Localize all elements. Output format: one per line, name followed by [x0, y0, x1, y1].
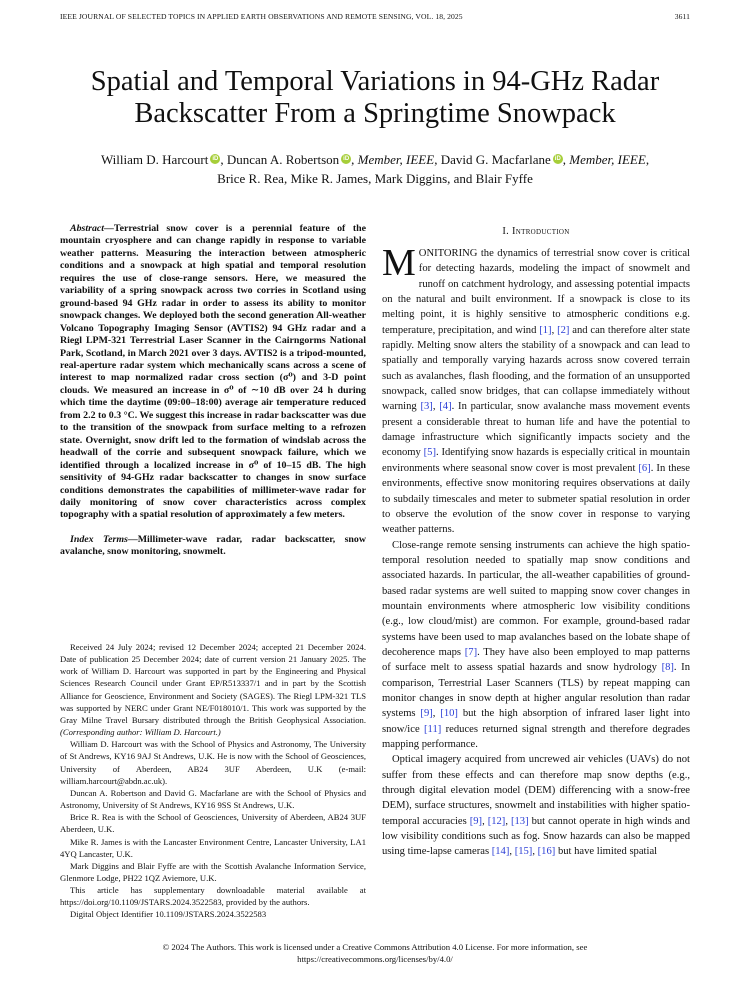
- citation-link[interactable]: [9]: [420, 708, 433, 720]
- author-name: William D. Harcourt: [100, 152, 209, 167]
- citation-link[interactable]: [14]: [491, 846, 510, 858]
- page-number: 3611: [674, 12, 690, 21]
- citation-link[interactable]: [12]: [487, 815, 506, 827]
- citation-link[interactable]: [13]: [510, 815, 529, 827]
- author-name: David G. Macfarlane: [440, 152, 551, 167]
- citation-link[interactable]: [11]: [424, 723, 442, 735]
- index-terms-text: Millimeter-wave radar, radar backscatter, snow avalanche, snow monitoring, snowmelt.: [60, 533, 366, 558]
- citation-link[interactable]: [7]: [464, 646, 478, 658]
- paragraph-text: ONITORING the dynamics of terrestrial snow cover is critical for detecting hazards, modeling the impact of snowmelt and runoff on catchment hydrology, and assessing potential impacts on the natural and built environment. If a snowpack is close to its melting point, it is highly sensitive to atmospheric conditions e.g. temperature, precipitation, and wind [1], [2] and can therefore alter state rapidly. Melting snow alters the stability of a snowpack and can lead to spatially and temporally varying hazards across snow covered terrain such as avalanches, flash flooding, and the formation of an unsupported snowpack, called snow bridges, that can collapse immediately without warning [3], [4]. In particular, snow avalanche mass movement events present a considerable threat to human life and have the potential to damage infrastructure which significantly impacts society and the economy [5]. Identifying snow hazards is especially critical in mountain environments where seasonal snow cover is most prevalent [6]. In these environments, effective snow monitoring requires observations at daily to subdaily timescales and meter to submeter spatial resolution in order to observe the evolution of the snow cover in response to varying weather patterns.: [382, 248, 691, 536]
- footnote-received: [60, 641, 366, 738]
- orcid-icon[interactable]: iD: [343, 156, 350, 162]
- citation-link[interactable]: [15]: [514, 846, 533, 858]
- paragraph: Optical imagery acquired from uncrewed air vehicles (UAVs) do not suffer from these effects and can therefore map snow depths (e.g., through digital elevation model (DEM) differencing with a snow-free DEM), surface structures, snowmelt and instabilities with higher spatio-temporal accuracies [9], [12], [13] but cannot operate in high winds and low visibility conditions such as fog. Snow hazards can also be mapped using time-lapse cameras [14], [15], [16] but have limited spatial: [382, 754, 691, 858]
- citation-link[interactable]: [9]: [469, 815, 483, 827]
- footnote-affiliation: William D. Harcourt was with the School of Physics and Astronomy, The University of St Andrews, KY16 9AJ St Andrews, U.K. He is now with the School of Geosciences, University of Aberdeen, AB24 3UF Aberdeen, U.K (e-mail: william.harcourt@abdn.ac.uk).: [60, 739, 366, 786]
- paragraph: [382, 242, 691, 538]
- footnote-supplementary: This article has supplementary downloadable material available at https://doi.org/10.1109/JSTARS.2024.3522583, provided by the authors.: [60, 885, 366, 908]
- corresponding-author: (Corresponding author: William D. Harcourt.): [60, 727, 221, 738]
- citation-link[interactable]: [16]: [537, 846, 556, 858]
- paragraph: Close-range remote sensing instruments can achieve the high spatio-temporal resolution needed to spatially map snow conditions and associated hazards. In particular, the all-weather capabilities of ground-based radar systems are well suited to mapping snow cover changes in mountain environments where atmospheric low visibility conditions (e.g., low cloud/mist) are common. For example, ground-based radar systems have been used to map avalanches based on the lobate shape of decoherence maps [7]. They have also been employed to map patterns of surface melt to assess spatial hazards and snow hydrology [8]. In comparison, Terrestrial Laser Scanners (TLS) by repeat mapping can monitor changes in snow depth at higher angular resolution than radar systems [9], [10] but the high absorption of infrared laser light into snow/ice [11] reduces returned signal strength and therefore degrades mapping performance.: [382, 539, 691, 750]
- abstract-label: Abstract—: [70, 223, 114, 234]
- citation-link[interactable]: [10]: [440, 708, 458, 720]
- right-column: [382, 223, 690, 860]
- footnote-affiliation: Mike R. James is with the Lancaster Environment Centre, Lancaster University, LA1 4YQ Lancaster, U.K.: [60, 836, 366, 859]
- footnote-doi: Digital Object Identifier 10.1109/JSTARS.2024.3522583: [70, 909, 267, 920]
- orcid-icon[interactable]: iD: [212, 156, 219, 162]
- footnote-affiliation: Brice R. Rea is with the School of Geosciences, University of Aberdeen, AB24 3UF Aberdeen, U.K.: [60, 812, 366, 835]
- author-names-line2: Brice R. Rea, Mike R. James, Mark Diggins, and Blair Fyffe: [217, 171, 533, 186]
- left-column: [60, 223, 366, 559]
- drop-cap: M: [382, 242, 416, 284]
- citation-link[interactable]: [2]: [557, 324, 570, 336]
- author-list: William D. Harcourt iD , Duncan A. Robertson iD , Member, IEEE, David G. Macfarlane iD , Member, IEEE, Brice R. Rea, Mike R. James, Mark Diggins, and Blair Fyffe: [100, 152, 650, 186]
- citation-link[interactable]: [1]: [539, 324, 552, 336]
- index-terms-label: Index Terms—: [70, 533, 138, 545]
- footnotes: [60, 641, 366, 921]
- running-header: [60, 12, 690, 21]
- introduction-body: [382, 242, 691, 860]
- author-role: Member, IEEE: [569, 152, 646, 167]
- index-terms: [60, 534, 366, 559]
- abstract-text: Terrestrial snow cover is a perennial feature of the mountain cryosphere and can change rapidly in response to variable weather patterns. Measuring the interaction between atmospheric conditions and a snowpack at high spatial and temporal resolution requires the use of close-range sensors. Here, we measured the variability of a spring snowpack across two corries in Scotland using ground-based 94 GHz radar in order to assess its ability to monitor snowpack changes. We deployed both the second generation All-weather Volcano Topography Imaging Sensor (AVTIS2) 94 GHz radar and a Riegl LPM-321 Terrestrial Laser Scanner in the Cairngorms National Park, Scotland, in March 2021 over 3 days. AVTIS2 is a tripod-mounted, real-aperture radar system which mechanically scans across a scene of interest to map normalized radar cross section (σ⁰) and 3-D point clouds. We measured an increase in σ⁰ of ∼10 dB over 24 h during which time the daytime (09:00–18:00) average air temperature reduced from 2.2 to 0.3 °C. We suggest this increase in radar backscatter was due to the transition of the snowpack from surface melting to a refrozen state. Overnight, snow drift led to the formation of windslab across the headwall of the corrie and subsequent snowpack failure, which we identified through a localized increase in σ⁰ of 10–15 dB. The high sensitivity of 94-GHz radar backscatter to changes in snow surface conditions demonstrates the capabilities of millimeter-wave radar for daily monitoring of snow cover characteristics across complex topography with a spatial resolution of approximately a few meters.: [60, 223, 366, 521]
- paper-title: Spatial and Temporal Variations in 94-GHz Radar Backscatter From a Springtime Snowpack: [90, 66, 660, 129]
- author-role: Member, IEEE: [357, 152, 435, 167]
- citation-link[interactable]: [5]: [423, 447, 436, 459]
- citation-link[interactable]: [3]: [420, 401, 433, 413]
- footnote-affiliation: Mark Diggins and Blair Fyffe are with the Scottish Avalanche Information Service, Glenmore Lodge, PH22 1QZ Aviemore, U.K.: [60, 860, 366, 883]
- journal-name: IEEE JOURNAL OF SELECTED TOPICS IN APPLIED EARTH OBSERVATIONS AND REMOTE SENSING, VOL. 18, 2025: [60, 12, 463, 21]
- license-link[interactable]: https://creativecommons.org/licenses/by/4.0/: [297, 954, 453, 964]
- citation-link[interactable]: [8]: [661, 662, 674, 674]
- citation-link[interactable]: [6]: [638, 462, 651, 474]
- abstract: [60, 223, 366, 522]
- license-text: © 2024 The Authors. This work is licensed under a Creative Commons Attribution 4.0 License. For more information, see: [162, 942, 588, 952]
- orcid-icon[interactable]: iD: [554, 156, 561, 162]
- footnote-affiliation: Duncan A. Robertson and David G. Macfarlane are with the School of Physics and Astronomy, University of St Andrews, KY16 9SS St Andrews, U.K.: [60, 787, 366, 811]
- section-heading: I. Introduction: [502, 226, 570, 237]
- author-name: Duncan A. Robertson: [226, 152, 340, 167]
- license-footer: [60, 941, 690, 965]
- footnote-text: Received 24 July 2024; revised 12 December 2024; accepted 21 December 2024. Date of publication 25 December 2024; date of current version 21 January 2025. The work of William D. Harcourt was supported in part by the Engineering and Physical Sciences Research Council under Grant EP/R513337/1 and in part by the Scottish Alliance for Geoscience, Environment and Society (SAGES). The Riegl LPM-321 TLS was supported by NERC under Grant NE/F018010/1. This work was supported by the Gray Milne Travel Bursary distributed through the British Geophysical Association.: [60, 642, 366, 725]
- citation-link[interactable]: [4]: [439, 401, 452, 413]
